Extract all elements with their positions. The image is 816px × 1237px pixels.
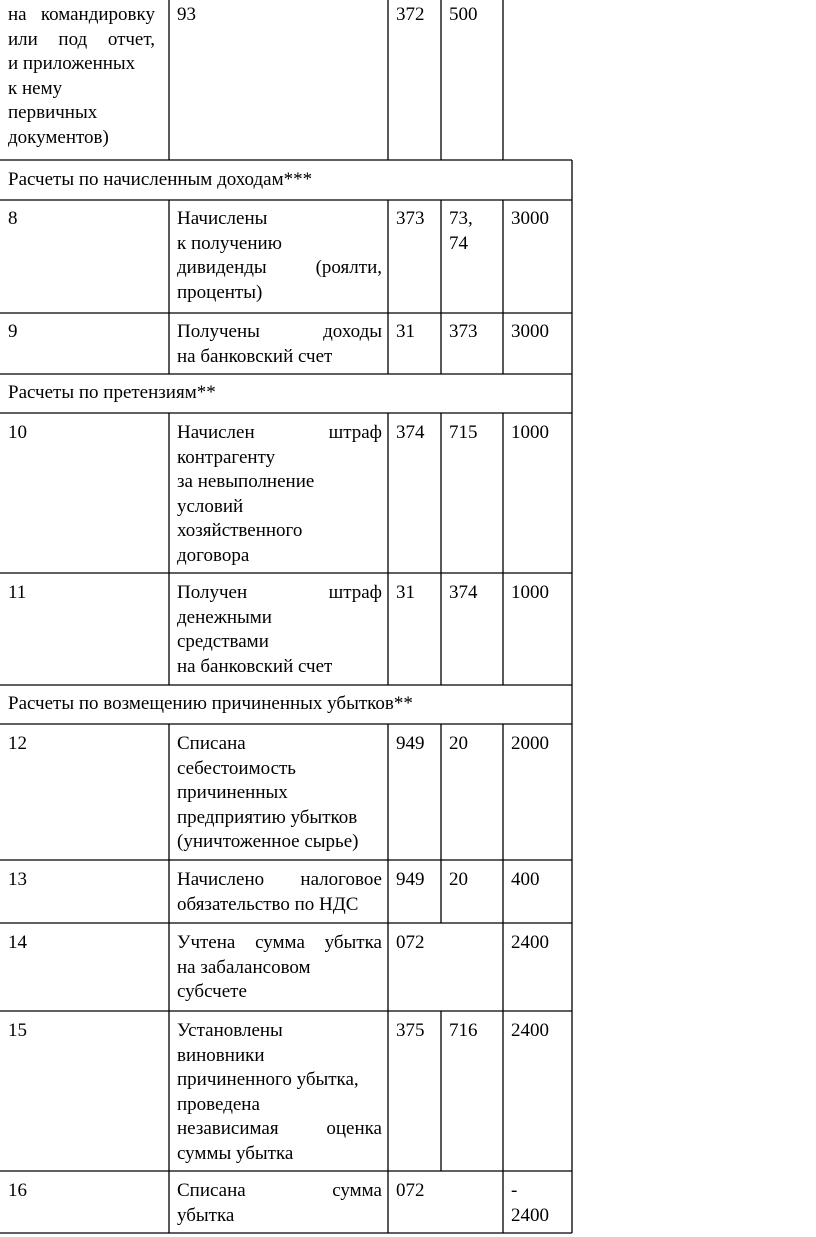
- row-description-line: предприятию убытков: [177, 806, 358, 828]
- row-description: [177, 581, 382, 679]
- row-number: 9: [8, 321, 18, 342]
- row-description-line: за невыполнение: [177, 471, 315, 492]
- row-amount: 1000: [511, 582, 549, 603]
- row-description: [177, 868, 382, 917]
- row-number: 8: [8, 208, 18, 229]
- row-description-line: средствами: [177, 631, 269, 652]
- row-number: 14: [8, 932, 27, 953]
- row-description-line: к получению: [177, 232, 282, 254]
- row-description-line: суммы убытка: [177, 1142, 294, 1164]
- top-row-description: [8, 3, 155, 150]
- row-description-line: причиненных: [177, 782, 288, 803]
- row-amount: - 2400: [511, 1180, 549, 1226]
- top-row-col4: 372: [396, 4, 425, 25]
- row-amount: 2400: [511, 932, 549, 953]
- row-description: [177, 1019, 382, 1166]
- row-description-line: виновники: [177, 1044, 265, 1066]
- row-credit: 20: [449, 869, 468, 890]
- row-description-line: денежными: [177, 606, 272, 628]
- row-amount: 3000: [511, 321, 549, 342]
- row-credit: 20: [449, 733, 468, 754]
- top-row-line: к нему: [8, 77, 63, 99]
- row-description: [177, 207, 382, 305]
- row-description: [177, 732, 382, 855]
- row-description-line: субсчете: [177, 981, 247, 1002]
- top-row-col3: 93: [177, 4, 196, 25]
- row-description-line: на банковский счет: [177, 345, 333, 367]
- row-description: [177, 931, 382, 1005]
- row-credit: 373: [449, 321, 478, 342]
- section-heading-claims: Расчеты по претензиям**: [8, 382, 216, 403]
- top-row-line: документов): [8, 126, 109, 148]
- row-description: [177, 421, 382, 568]
- top-row-line: на командировку: [8, 4, 155, 25]
- row-debit: 949: [396, 869, 425, 890]
- row-number: 13: [8, 869, 27, 890]
- row-amount: 2000: [511, 733, 549, 754]
- row-description-line: Получены доходы: [177, 321, 382, 342]
- row-debit: 949: [396, 733, 425, 754]
- row-description-line: Начислены: [177, 208, 268, 229]
- row-debit: 374: [396, 422, 425, 443]
- row-amount: 2400: [511, 1020, 549, 1041]
- top-row-line: или под отчет,: [8, 28, 155, 50]
- section-heading-income: Расчеты по начисленным доходам***: [8, 169, 313, 190]
- row-description-line: проценты): [177, 281, 263, 303]
- row-description-line: условий: [177, 495, 244, 517]
- row-description-line: на забалансовом: [177, 956, 311, 978]
- row-description-line: Установлены: [177, 1020, 283, 1041]
- row-number: 10: [8, 422, 27, 443]
- row-description-line: дивиденды (роялти,: [177, 257, 382, 278]
- row-description-line: себестоимость: [177, 757, 296, 779]
- row-credit: 715: [449, 422, 478, 443]
- top-row-col5: 500: [449, 4, 478, 25]
- row-debit: 373: [396, 208, 425, 229]
- row-description-line: независимая оценка: [177, 1118, 382, 1139]
- row-description-line: Начислен штраф: [177, 422, 382, 443]
- row-amount: 1000: [511, 422, 549, 443]
- row-description-line: договора: [177, 544, 250, 566]
- row-description-line: контрагенту: [177, 446, 276, 468]
- row-description: [177, 320, 382, 369]
- row-number: 15: [8, 1020, 27, 1041]
- row-description-line: Списана сумма: [177, 1180, 382, 1201]
- row-description-line: проведена: [177, 1093, 260, 1115]
- row-description-line: Списана: [177, 733, 246, 754]
- row-amount: 3000: [511, 208, 549, 229]
- row-debit: 31: [396, 582, 415, 603]
- row-description-line: обязательство по НДС: [177, 893, 359, 915]
- row-description-line: (уничтоженное сырье): [177, 831, 359, 852]
- row-debit: 072: [396, 1180, 425, 1201]
- row-description-line: причиненного убытка,: [177, 1069, 359, 1090]
- row-description-line: Начислено налоговое: [177, 869, 382, 890]
- row-debit: 375: [396, 1020, 425, 1041]
- top-row-line: и приложенных: [8, 53, 136, 74]
- row-description-line: убытка: [177, 1204, 235, 1226]
- section-heading-damages: Расчеты по возмещению причиненных убытков**: [8, 693, 413, 714]
- row-description-line: хозяйственного: [177, 520, 303, 541]
- row-credit: 73, 74: [449, 208, 473, 254]
- row-amount: 400: [511, 869, 540, 890]
- top-row-line: первичных: [8, 102, 98, 123]
- row-description-line: Получен штраф: [177, 582, 382, 603]
- row-number: 16: [8, 1180, 27, 1201]
- row-number: 11: [8, 582, 27, 603]
- row-credit: 374: [449, 582, 478, 603]
- row-debit: 31: [396, 321, 415, 342]
- row-number: 12: [8, 733, 27, 754]
- row-description-line: Учтена сумма убытка: [177, 932, 382, 953]
- row-description: [177, 1179, 382, 1228]
- row-credit: 716: [449, 1020, 478, 1041]
- row-description-line: на банковский счет: [177, 655, 333, 677]
- row-debit: 072: [396, 932, 425, 953]
